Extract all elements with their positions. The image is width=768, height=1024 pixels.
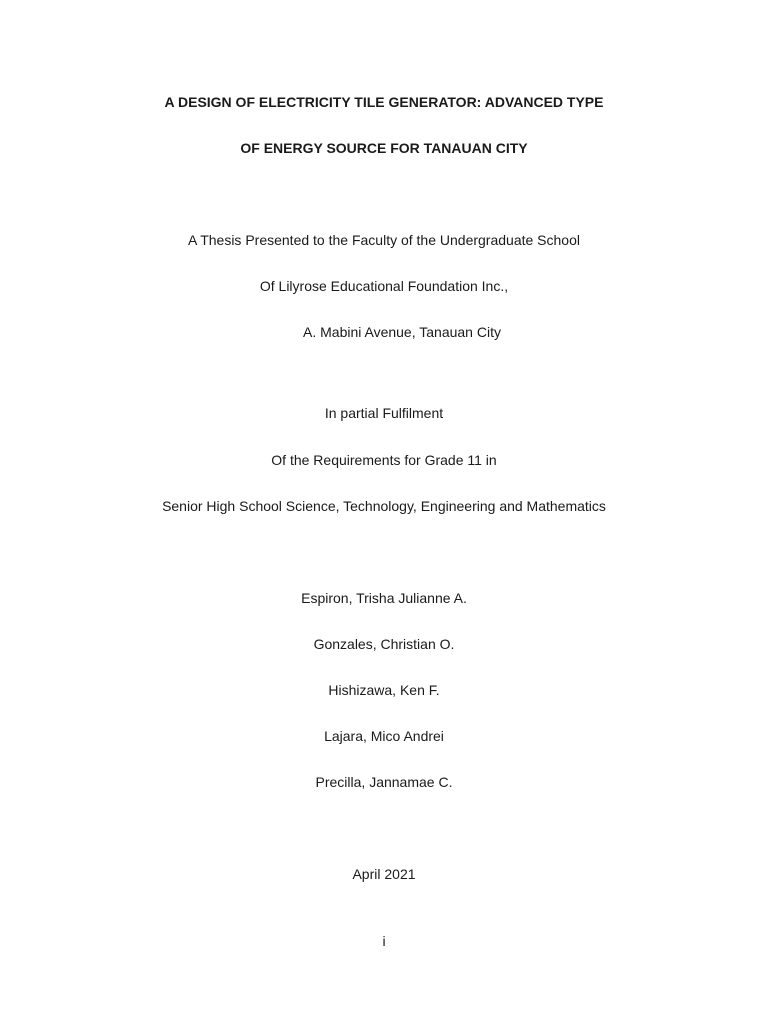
page-number: i xyxy=(382,933,386,949)
fulfilment-line-3: Senior High School Science, Technology, Engineering and Mathematics xyxy=(162,498,606,514)
author-name: Lajara, Mico Andrei xyxy=(324,728,444,744)
author-name: Espiron, Trisha Julianne A. xyxy=(301,590,467,606)
fulfilment-line-2: Of the Requirements for Grade 11 in xyxy=(271,452,497,468)
author-name: Gonzales, Christian O. xyxy=(313,636,455,652)
author-name: Hishizawa, Ken F. xyxy=(328,682,440,698)
author-name: Precilla, Jannamae C. xyxy=(315,774,453,790)
presentation-line-1: A Thesis Presented to the Faculty of the Undergraduate School xyxy=(188,232,580,248)
submission-date: April 2021 xyxy=(352,866,416,882)
thesis-title-line-1: A DESIGN OF ELECTRICITY TILE GENERATOR: ADVANCED TYPE xyxy=(164,94,604,110)
presentation-line-3: A. Mabini Avenue, Tanauan City xyxy=(303,324,501,340)
thesis-title-line-2: OF ENERGY SOURCE FOR TANAUAN CITY xyxy=(240,140,528,156)
presentation-line-2: Of Lilyrose Educational Foundation Inc., xyxy=(259,278,509,294)
fulfilment-line-1: In partial Fulfilment xyxy=(324,405,444,421)
